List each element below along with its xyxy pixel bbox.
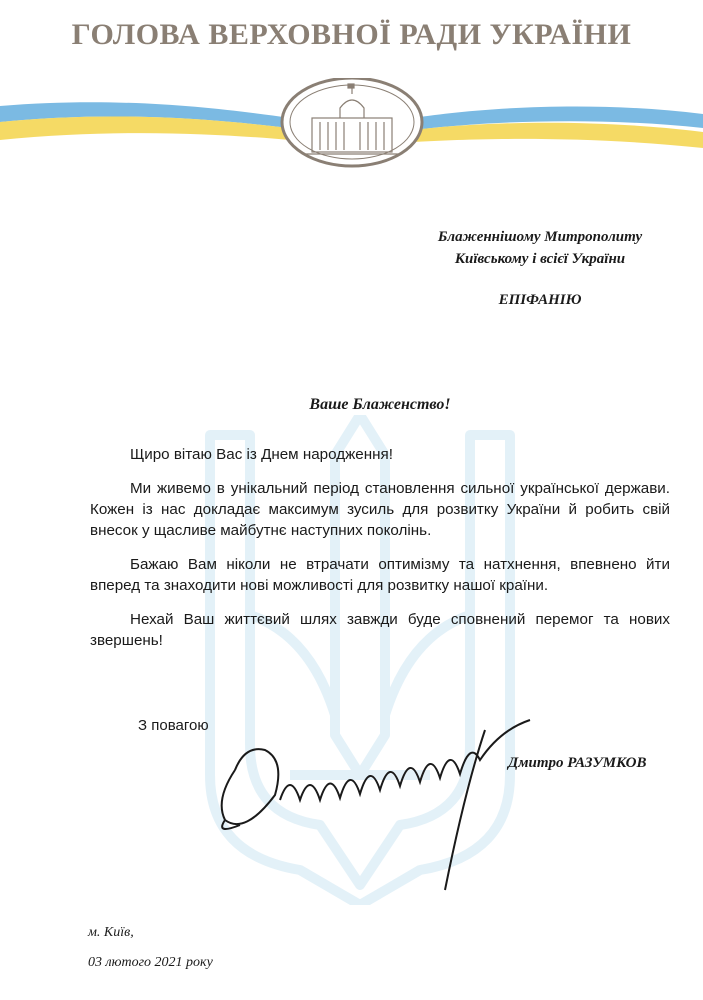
- yellow-ribbon-right: [413, 123, 703, 148]
- addressee-block: [380, 226, 700, 270]
- handwritten-signature: [205, 700, 535, 900]
- closing-phrase: З повагою: [138, 717, 209, 734]
- body-paragraph-1: Щиро вітаю Вас із Днем народження!: [130, 446, 393, 463]
- letterhead-title: ГОЛОВА ВЕРХОВНОЇ РАДИ УКРАЇНИ: [71, 18, 632, 51]
- addressee-line-1: Блаженнішому Митрополиту: [437, 229, 643, 245]
- letter-body: [90, 444, 670, 664]
- salutation: Ваше Блаженство!: [309, 396, 451, 413]
- addressee-name: ЕПІФАНІЮ: [498, 292, 582, 308]
- place: м. Київ,: [88, 925, 134, 940]
- addressee-line-2: Київському і всієї України: [454, 251, 626, 267]
- body-paragraph-2: Ми живемо в унікальний період становлення сильної української держави. Кожен із нас докладає максимум зусиль для розвитку України й робить свій внесок у щасливе майбутнє наступних поколінь.: [90, 480, 670, 539]
- date: 03 лютого 2021 року: [88, 955, 213, 970]
- body-paragraph-3: Бажаю Вам ніколи не втрачати оптимізму та натхнення, впевнено йти вперед та знаходити нові можливості для розвитку нашої країни.: [90, 556, 670, 594]
- signer-name: Дмитро РАЗУМКОВ: [508, 755, 647, 771]
- flag-ribbon-emblem: [0, 78, 703, 198]
- body-paragraph-4: Нехай Ваш життєвий шлях завжди буде сповнений перемог та нових звершень!: [90, 611, 670, 649]
